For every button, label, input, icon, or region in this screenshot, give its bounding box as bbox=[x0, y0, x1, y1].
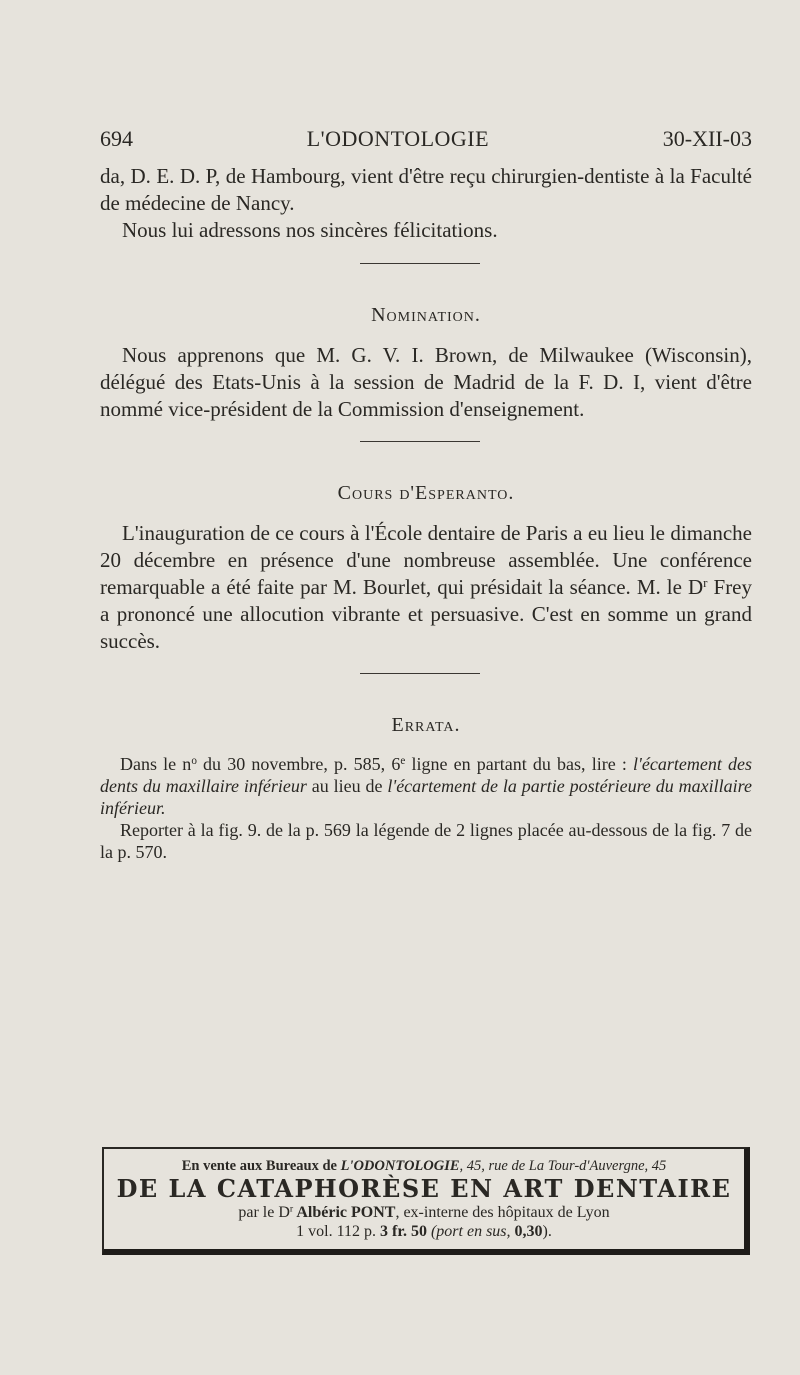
advertisement-box bbox=[102, 1147, 750, 1255]
ad-author-sup: r bbox=[289, 1203, 294, 1215]
journal-title: L'ODONTOLOGIE bbox=[306, 126, 490, 151]
section-divider bbox=[360, 263, 480, 264]
errata-paragraph-1 bbox=[100, 753, 752, 819]
issue-date: 30-XII-03 bbox=[662, 126, 752, 151]
ad-details-close: ). bbox=[542, 1223, 552, 1240]
ad-journal-name: L'ODONTOLOGIE bbox=[340, 1158, 460, 1174]
ad-author-name: Albéric PONT bbox=[293, 1204, 396, 1221]
ad-vendor-line bbox=[104, 1157, 744, 1175]
intro-paragraph bbox=[100, 163, 752, 244]
ad-author-suffix: , ex-interne des hôpitaux de Lyon bbox=[395, 1204, 610, 1221]
ad-volume-info: 1 vol. 112 p. bbox=[296, 1223, 380, 1240]
ad-author-line bbox=[104, 1203, 744, 1222]
ad-vendor-prefix: En vente aux Bureaux de bbox=[181, 1158, 341, 1174]
nomination-heading: Nomination. bbox=[371, 304, 481, 326]
errata-text: ligne en partant du bas, lire : bbox=[405, 754, 634, 774]
page-number: 694 bbox=[100, 126, 133, 151]
errata-heading: Errata. bbox=[391, 714, 461, 736]
esperanto-text-2: Frey a prononcé une allocution vibrante et persuasive. C'est en somme un grand succès. bbox=[100, 575, 753, 653]
ad-author-prefix: par le D bbox=[238, 1204, 290, 1221]
esperanto-heading: Cours d'Esperanto. bbox=[337, 482, 515, 504]
errata-paragraph-2: Reporter à la fig. 9. de la p. 569 la légende de 2 lignes placée au-dessous de la fig. 7 de la p. 570. bbox=[100, 820, 752, 862]
ad-details-line bbox=[104, 1222, 744, 1241]
ad-price: 3 fr. 50 bbox=[380, 1223, 427, 1240]
esperanto-sup: r bbox=[703, 574, 708, 590]
errata-italic-text: l'écartement des dents du maxillaire inférieur bbox=[100, 754, 753, 796]
esperanto-paragraph bbox=[100, 520, 752, 655]
running-head bbox=[100, 126, 752, 156]
errata-sup: e bbox=[400, 754, 406, 767]
errata-sup: o bbox=[191, 754, 197, 767]
errata-text: au lieu de bbox=[306, 776, 388, 796]
ad-postage-price: 0,30 bbox=[514, 1223, 543, 1240]
esperanto-text-1: L'inauguration de ce cours à l'École dentaire de Paris a eu lieu le dimanche 20 décembre en présence d'une nombreuse assemblée. Une conférence remarquable a été faite par M. Bourlet, qui présidait la séance. M. le D bbox=[100, 521, 752, 599]
errata-text: Dans le n bbox=[120, 754, 192, 774]
section-divider bbox=[360, 673, 480, 674]
intro-line-2: Nous lui adressons nos sincères félicitations. bbox=[122, 218, 498, 242]
ad-book-title: DE LA CATAPHORÈSE EN ART DENTAIRE bbox=[116, 1174, 732, 1203]
section-divider bbox=[360, 441, 480, 442]
errata-section bbox=[100, 753, 752, 863]
nomination-paragraph: Nous apprenons que M. G. V. I. Brown, de Milwaukee (Wisconsin), délégué des Etats-Unis à la session de Madrid de la F. D. I, vient d'être nommé vice-président de la Commission d'enseignement. bbox=[100, 343, 752, 421]
intro-line-1: da, D. E. D. P, de Hambourg, vient d'être reçu chirurgien-dentiste à la Faculté de médecine de Nancy. bbox=[100, 164, 752, 215]
ad-address: , 45, rue de La Tour-d'Auvergne, 45 bbox=[459, 1158, 667, 1174]
ad-postage-note: (port en sus, bbox=[426, 1223, 515, 1240]
errata-italic-text: l'écartement de la partie postérieure du maxillaire inférieur. bbox=[100, 776, 752, 818]
errata-text: du 30 novembre, p. 585, 6 bbox=[196, 754, 401, 774]
